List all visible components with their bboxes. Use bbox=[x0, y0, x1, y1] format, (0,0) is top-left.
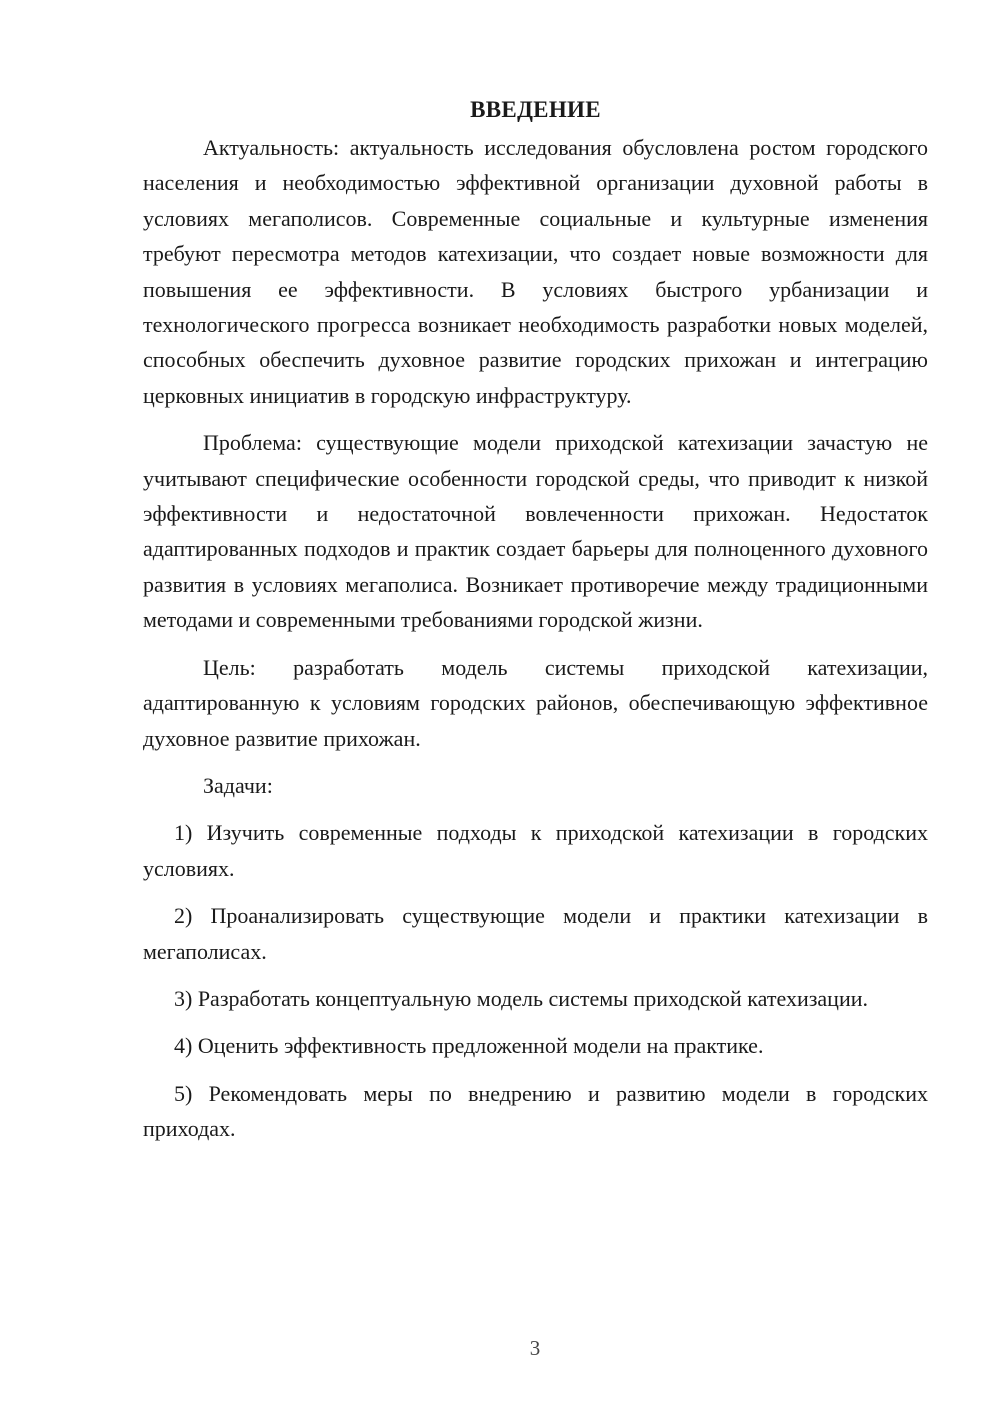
page-number: 3 bbox=[529, 1336, 541, 1360]
task-item: 1) Изучить современные подходы к приходской катехизации в городских условиях. bbox=[143, 820, 928, 881]
task-item: 3) Разработать концептуальную модель системы приходской катехизации. bbox=[174, 985, 868, 1011]
page-title: ВВЕДЕНИЕ bbox=[470, 97, 601, 122]
task-item: 5) Рекомендовать меры по внедрению и развитию модели в городских приходах. bbox=[143, 1080, 928, 1142]
task-item: 4) Оценить эффективность предложенной модели на практике. bbox=[174, 1033, 764, 1059]
paragraph-relevance: Актуальность: актуальность исследования обусловлена ростом городского населения и необходимостью эффективной организации духовной работы в условиях мегаполисов. Современные социальные и культурные изменения требуют пересмотра методов катехизации, что создает новые возможности для повышения ее эффективности. В условиях быстрого урбанизации и технологического прогресса возникает необходимость разработки новых моделей, способных обеспечить духовное развитие городских прихожан и интеграцию церковных инициатив в городскую инфраструктуру. bbox=[143, 135, 928, 408]
task-item: 2) Проанализировать существующие модели и практики катехизации в мегаполисах. bbox=[143, 903, 928, 964]
paragraph-problem: Проблема: существующие модели приходской катехизации зачастую не учитывают специфические особенности городской среды, что приводит к низкой эффективности и недостаточной вовлеченности прихожан. Недостаток адаптированных подходов и практик создает барьеры для полноценного духовного развития в условиях мегаполиса. Возникает противоречие между традиционными методами и современными требованиями городской жизни. bbox=[143, 430, 928, 633]
tasks-heading: Задачи: bbox=[203, 772, 273, 798]
page-content bbox=[143, 92, 928, 1159]
paragraph-goal: Цель: разработать модель системы приходской катехизации, адаптированную к условиям городских районов, обеспечивающую эффективное духовное развитие прихожан. bbox=[143, 654, 928, 751]
